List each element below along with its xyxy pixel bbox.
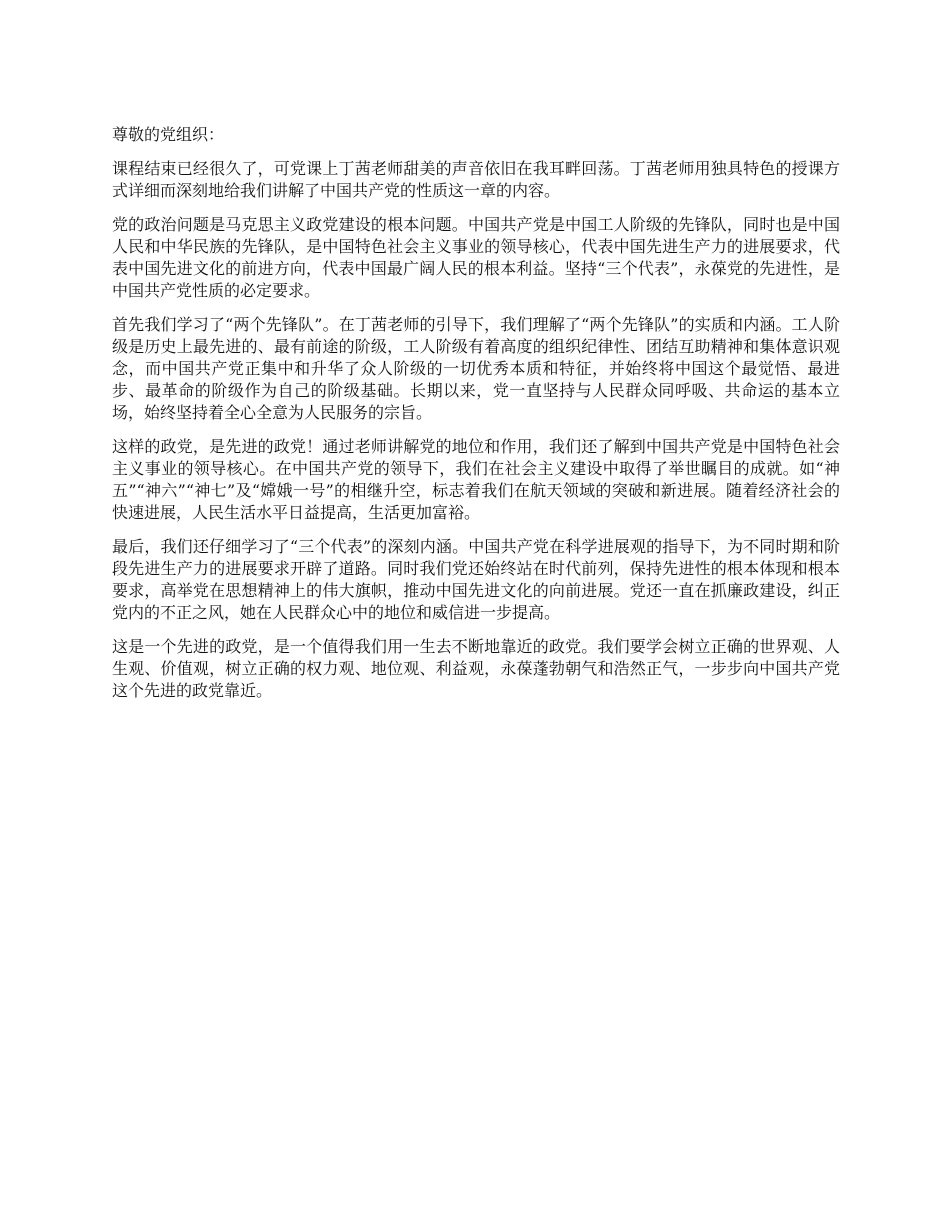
paragraph-5: 最后，我们还仔细学习了“三个代表”的深刻内涵。中国共产党在科学进展观的指导下，为不同时期和阶段先进生产力的进展要求开辟了道路。同时我们党还始终站在时代前列，保持先进性的根本体现和根本要求，高举党在思想精神上的伟大旗帜，推动中国先进文化的向前进展。党还一直在抓廉政建设，纠正党内的不正之风，她在人民群众心中的地位和威信进一步提高。 [112, 537, 840, 622]
paragraph-3: 首先我们学习了“两个先锋队”。在丁茜老师的引导下，我们理解了“两个先锋队”的实质和内涵。工人阶级是历史上最先进的、最有前途的阶级，工人阶级有着高度的组织纪律性、团结互助精神和集体意识观念，而中国共产党正集中和升华了众人阶级的一切优秀本质和特征，并始终将中国这个最觉悟、最进步、最革命的阶级作为自己的阶级基础。长期以来，党一直坚持与人民群众同呼吸、共命运的基本立场，始终坚持着全心全意为人民服务的宗旨。 [112, 315, 840, 422]
paragraph-4: 这样的政党，是先进的政党！通过老师讲解党的地位和作用，我们还了解到中国共产党是中国特色社会主义事业的领导核心。在中国共产党的领导下，我们在社会主义建设中取得了举世瞩目的成就。如“神五”“神六”“神七”及“嫦娥一号”的相继升空，标志着我们在航天领域的突破和新进展。随着经济社会的快速进展，人民生活水平日益提高，生活更加富裕。 [112, 437, 840, 522]
document-body [112, 124, 840, 714]
salutation: 尊敬的党组织： [112, 125, 225, 144]
paragraph-6: 这是一个先进的政党，是一个值得我们用一生去不断地靠近的政党。我们要学会树立正确的世界观、人生观、价值观，树立正确的权力观、地位观、利益观，永葆蓬勃朝气和浩然正气，一步步向中国共产党这个先进的政党靠近。 [112, 637, 840, 700]
paragraph-2: 党的政治问题是马克思主义政党建设的根本问题。中国共产党是中国工人阶级的先锋队，同时也是中国人民和中华民族的先锋队，是中国特色社会主义事业的领导核心，代表中国先进生产力的进展要求，代表中国先进文化的前进方向，代表中国最广阔人民的根本利益。坚持“三个代表”，永葆党的先进性，是中国共产党性质的必定要求。 [112, 215, 840, 300]
paragraph-1: 课程结束已经很久了，可党课上丁茜老师甜美的声音依旧在我耳畔回荡。丁茜老师用独具特色的授课方式详细而深刻地给我们讲解了中国共产党的性质这一章的内容。 [112, 159, 840, 200]
